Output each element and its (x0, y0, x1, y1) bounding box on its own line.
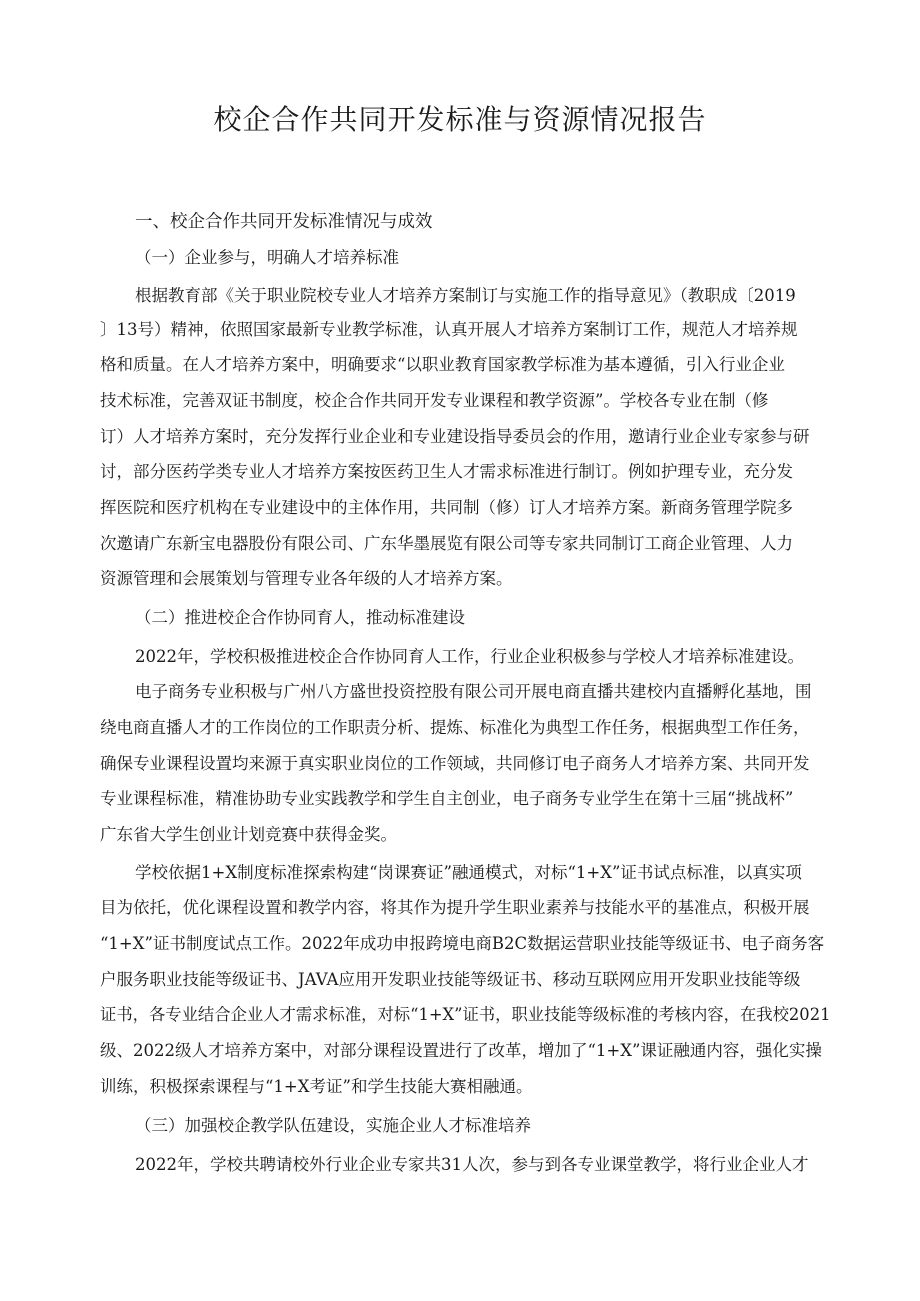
paragraph-line: 〕13号）精神，依照国家最新专业教学标准，认真开展人才培养方案制订工作，规范人才培养规 (100, 320, 798, 339)
paragraph-line: 2022年，学校共聘请校外行业企业专家共31人次，参与到各专业课堂教学，将行业企业人才 (135, 1155, 809, 1174)
paragraph-line: 根据教育部《关于职业院校专业人才培养方案制订与实施工作的指导意见》（教职成〔2019 (135, 286, 796, 305)
subsection-heading-3: （三）加强校企教学队伍建设，实施企业人才标准培养 (135, 1116, 531, 1135)
paragraph-line: 学校依据1+X制度标准探索构建“岗课赛证”融通模式，对标“1+X”证书试点标准，以真实项 (135, 863, 802, 882)
paragraph-line: “1+X”证书制度试点工作。2022年成功申报跨境电商B2C数据运营职业技能等级证书、电子商务客 (100, 934, 825, 953)
paragraph-line: 级、2022级人才培养方案中，对部分课程设置进行了改革，增加了“1+X”课证融通内容，强化实操 (100, 1041, 822, 1060)
subsection-heading-1: （一）企业参与，明确人才培养标准 (135, 248, 399, 267)
paragraph-line: 资源管理和会展策划与管理专业各年级的人才培养方案。 (100, 569, 513, 588)
paragraph-line: 广东省大学生创业计划竞赛中获得金奖。 (100, 825, 397, 844)
paragraph-line: 电子商务专业积极与广州八方盛世投资控股有限公司开展电商直播共建校内直播孵化基地，围 (135, 682, 812, 701)
paragraph-line: 技术标准，完善双证书制度，校企合作共同开发专业课程和教学资源”。学校各专业在制（修 (100, 391, 769, 410)
paragraph-line: 格和质量。在人才培养方案中，明确要求“以职业教育国家教学标准为基本遵循，引入行业企业 (100, 355, 785, 374)
paragraph-line: 2022年，学校积极推进校企合作协同育人工作，行业企业积极参与学校人才培养标准建设。 (135, 647, 804, 666)
paragraph-line: 订）人才培养方案时，充分发挥行业企业和专业建设指导委员会的作用，邀请行业企业专家参与研 (100, 427, 810, 446)
subsection-heading-2: （二）推进校企合作协同育人，推动标准建设 (135, 608, 465, 627)
section-heading-1: 一、校企合作共同开发标准情况与成效 (135, 212, 433, 232)
document-title: 校企合作共同开发标准与资源情况报告 (213, 103, 707, 136)
paragraph-line: 户服务职业技能等级证书、JAVA应用开发职业技能等级证书、移动互联网应用开发职业技能等级 (100, 970, 801, 989)
paragraph-line: 专业课程标准，精准协助专业实践教学和学生自主创业，电子商务专业学生在第十三届“挑战杯” (100, 789, 794, 808)
paragraph-line: 训练，积极探索课程与“1+X考证”和学生技能大赛相融通。 (100, 1077, 533, 1096)
paragraph-line: 确保专业课程设置均来源于真实职业岗位的工作领域，共同修订电子商务人才培养方案、共同开发 (100, 754, 810, 773)
paragraph-line: 挥医院和医疗机构在专业建设中的主体作用，共同制（修）订人才培养方案。新商务管理学院多 (100, 498, 793, 517)
paragraph-line: 目为依托，优化课程设置和教学内容，将其作为提升学生职业素养与技能水平的基准点，积极开展 (100, 898, 810, 917)
paragraph-line: 讨，部分医药学类专业人才培养方案按医药卫生人才需求标准进行制订。例如护理专业，充分发 (100, 462, 793, 481)
paragraph-line: 次邀请广东新宝电器股份有限公司、广东华墨展览有限公司等专家共同制订工商企业管理、人力 (100, 534, 793, 553)
paragraph-line: 证书，各专业结合企业人才需求标准，对标“1+X”证书，职业技能等级标准的考核内容，在我校2021 (100, 1005, 831, 1024)
paragraph-line: 绕电商直播人才的工作岗位的工作职责分析、提炼、标准化为典型工作任务，根据典型工作任务， (100, 718, 810, 737)
